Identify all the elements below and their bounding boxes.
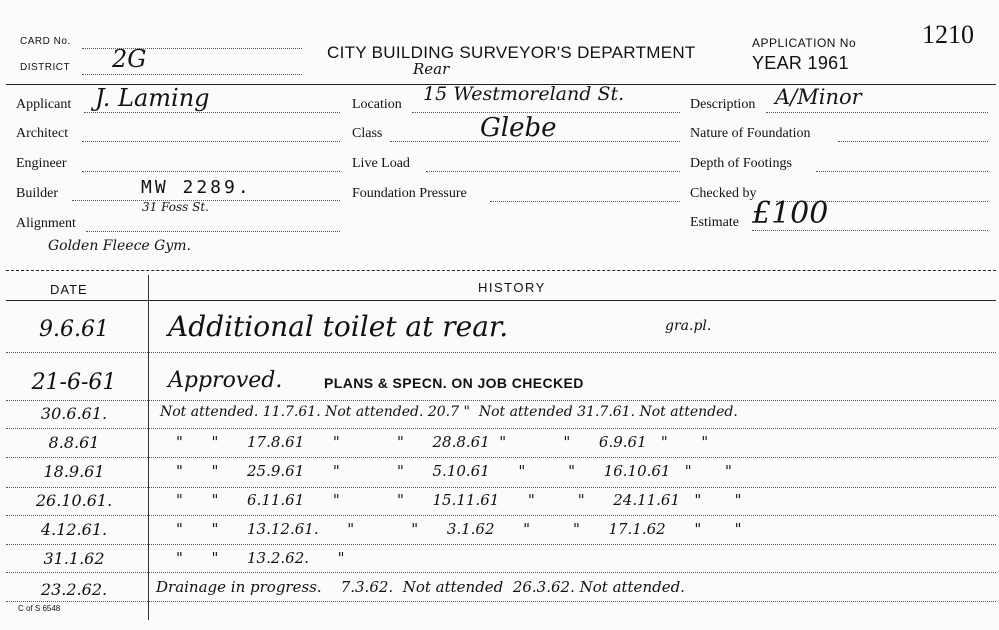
architect-line — [82, 141, 340, 142]
card-no-label: CARD No. — [20, 36, 71, 47]
engineer-label: Engineer — [16, 156, 67, 171]
district-value: 2G — [112, 45, 147, 73]
table-row-history: " " 25.9.61 " " 5.10.61 " " 16.10.61 " " — [176, 462, 732, 480]
nature-of-foundation-label: Nature of Foundation — [690, 126, 811, 141]
alignment-label: Alignment — [16, 216, 76, 231]
district-label: DISTRICT — [20, 62, 71, 73]
description-line — [766, 112, 988, 113]
table-row-date: 8.8.61 — [48, 433, 100, 452]
row-rule — [6, 428, 996, 429]
table-top-border — [6, 270, 996, 271]
table-row-history: " " 6.11.61 " " 15.11.61 " " 24.11.61 " " — [176, 491, 742, 509]
architect-label: Architect — [16, 126, 69, 141]
table-row-history: " " 13.12.61. " " 3.1.62 " " 17.1.62 " " — [176, 520, 742, 538]
row-rule — [6, 544, 996, 545]
applicant-value: J. Laming — [95, 84, 210, 112]
table-row-history: Additional toilet at rear. — [168, 310, 509, 343]
row-rule — [6, 400, 996, 401]
table-row-history: Not attended. 11.7.61. Not attended. 20.7 " Not attended 31.7.61. Not attended. — [160, 404, 738, 420]
checked-by-label: Checked by — [690, 186, 757, 201]
table-row-date: 21-6-61 — [31, 370, 117, 395]
table-row-note: gra.pl. — [665, 318, 712, 334]
table-row-date: 23.2.62. — [40, 580, 108, 599]
table-row-history: " " 17.8.61 " " 28.8.61 " " 6.9.61 " " — [176, 433, 709, 451]
date-column-divider — [148, 275, 149, 620]
depth-line — [816, 171, 988, 172]
table-row-date: 9.6.61 — [39, 317, 109, 342]
foundation-pressure-line — [490, 201, 680, 202]
table-row-date: 4.12.61. — [40, 520, 108, 539]
class-value: Glebe — [480, 113, 557, 143]
builder-address: 31 Foss St. — [142, 200, 209, 214]
live-load-line — [426, 171, 680, 172]
description-label: Description — [690, 97, 756, 112]
class-label: Class — [352, 126, 383, 141]
engineer-line — [82, 171, 340, 172]
department-title: CITY BUILDING SURVEYOR'S DEPARTMENT — [327, 43, 696, 62]
alignment-line — [86, 231, 340, 232]
row-rule — [6, 572, 996, 573]
alignment-value: Golden Fleece Gym. — [48, 238, 191, 254]
row-rule — [6, 601, 996, 602]
table-row-date: 18.9.61 — [43, 462, 105, 481]
location-value: 15 Westmoreland St. — [423, 83, 625, 105]
table-row-history: Approved. — [168, 368, 283, 393]
applicant-line — [84, 112, 340, 113]
builder-label: Builder — [16, 186, 58, 201]
live-load-label: Live Load — [352, 156, 410, 171]
table-row-date: 31.1.62 — [43, 549, 105, 568]
table-header-divider — [6, 300, 996, 301]
estimate-value: £100 — [752, 196, 829, 231]
plans-checked-stamp: PLANS & SPECN. ON JOB CHECKED — [324, 375, 584, 391]
form-number: C of S 6548 — [18, 604, 61, 613]
depth-of-footings-label: Depth of Footings — [690, 156, 792, 171]
district-line — [82, 74, 302, 75]
application-number: 1210 — [922, 20, 974, 49]
description-value: A/Minor — [775, 85, 862, 109]
row-rule — [6, 457, 996, 458]
application-label: APPLICATION No — [752, 36, 857, 50]
builder-value: MW 2289. — [141, 177, 252, 198]
date-column-header: DATE — [50, 282, 88, 297]
row-rule — [6, 352, 996, 353]
table-row-date: 30.6.61. — [40, 404, 108, 423]
row-rule — [6, 487, 996, 488]
table-row-history: " " 13.2.62. " — [176, 549, 345, 567]
year-label: YEAR 1961 — [752, 53, 849, 73]
nature-line — [838, 141, 988, 142]
applicant-label: Applicant — [16, 97, 72, 112]
table-row-date: 26.10.61. — [35, 491, 113, 510]
foundation-pressure-label: Foundation Pressure — [352, 186, 467, 201]
estimate-label: Estimate — [690, 215, 739, 230]
row-rule — [6, 515, 996, 516]
table-row-history: Drainage in progress. 7.3.62. Not attended 26.3.62. Not attended. — [156, 578, 685, 596]
location-label: Location — [352, 97, 402, 112]
rear-note: Rear — [413, 60, 450, 78]
history-column-header: HISTORY — [478, 280, 546, 295]
